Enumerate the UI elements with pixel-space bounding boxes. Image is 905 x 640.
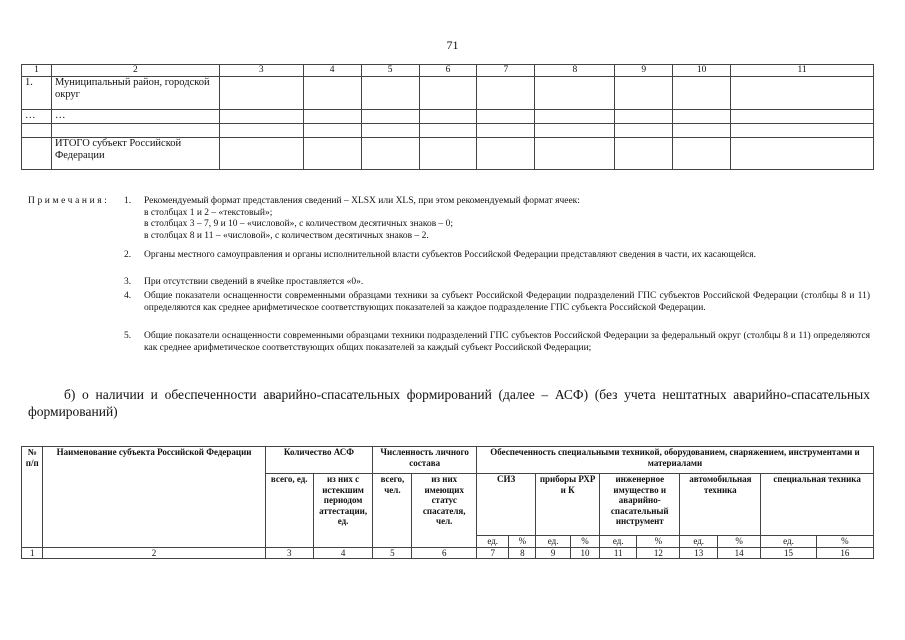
note-text: Общие показатели оснащенности современными образцами техники подразделений ГПС субъектов Российской Федерации за федеральный округ (столбцы 8 и 11) определяются как среднее арифметическое соответствующих общих показателей за каждый субъект Российской Федерации; <box>144 331 870 353</box>
row-number: … <box>22 110 52 124</box>
column-number: 4 <box>303 65 361 77</box>
column-number: 16 <box>816 547 873 559</box>
column-number: 11 <box>731 65 874 77</box>
column-number: 13 <box>680 547 718 559</box>
note-text: Общие показатели оснащенности современными образцами техники за субъект Российской Федерации подразделений ГПС субъектов Российской Федерации (столбцы 8 и 11) определяются как среднее арифметическое соответствующих показателей за каждое подразделение ГПС субъекта Российской Федерации. <box>144 291 870 313</box>
row-number <box>22 138 52 170</box>
header-rescuer: из них имеющих статус спасателя, чел. <box>412 474 476 548</box>
header-expired: из них с истекшим периодом аттестации, ед. <box>313 474 373 548</box>
note-sub-line: в столбцах 1 и 2 – «текстовый»; <box>144 207 273 218</box>
column-number: 10 <box>673 65 731 77</box>
note-text: Органы местного самоуправления и органы исполнительной власти субъектов Российской Федерации представляют сведения в части, их касающейся. <box>144 250 757 260</box>
column-number: 1 <box>22 65 52 77</box>
notes-title: Примечания: <box>28 196 110 206</box>
column-number: 10 <box>571 547 600 559</box>
column-number: 5 <box>361 65 419 77</box>
column-number: 11 <box>600 547 637 559</box>
note-item <box>124 196 870 242</box>
column-number: 4 <box>313 547 373 559</box>
header-staff: Численность личного состава <box>373 447 477 474</box>
summary-table <box>21 64 874 170</box>
section-paragraph: б) о наличии и обеспеченности аварийно-спасательных формирований (далее – АСФ) (без учета нештатных аварийно-спасательных формирований) <box>28 387 870 419</box>
table-row <box>22 124 874 138</box>
column-number: 7 <box>476 547 508 559</box>
header-special: специальная техника <box>761 474 874 536</box>
column-number: 1 <box>22 547 43 559</box>
unit-cell: ед. <box>680 536 718 548</box>
note-text: Рекомендуемый формат представления сведений – XLSX или XLS, при этом рекомендуемый формат ячеек: <box>144 196 580 206</box>
note-item <box>124 277 870 289</box>
column-number: 9 <box>615 65 673 77</box>
unit-cell: % <box>571 536 600 548</box>
header-equipment: Обеспеченность специальными техникой, оборудованием, снаряжением, инструментами и материалами <box>476 447 873 474</box>
column-number: 14 <box>717 547 760 559</box>
row-name: … <box>51 110 219 124</box>
header-total-units: всего, ед. <box>265 474 313 548</box>
note-number: 4. <box>124 291 132 301</box>
header-number: № п/п <box>22 447 43 548</box>
table-header-row <box>22 447 874 474</box>
column-number: 7 <box>477 65 535 77</box>
column-number: 5 <box>373 547 412 559</box>
asf-table <box>21 446 874 559</box>
column-number: 2 <box>43 547 265 559</box>
column-number: 3 <box>265 547 313 559</box>
column-number: 15 <box>761 547 816 559</box>
note-item <box>124 331 870 354</box>
column-number: 9 <box>536 547 571 559</box>
unit-cell: % <box>816 536 873 548</box>
header-siz: СИЗ <box>476 474 535 536</box>
note-number: 5. <box>124 331 132 341</box>
column-number: 2 <box>51 65 219 77</box>
row-number <box>22 124 52 138</box>
column-number: 3 <box>219 65 303 77</box>
header-asf-count: Количество АСФ <box>265 447 373 474</box>
unit-cell: ед. <box>476 536 508 548</box>
row-name: Муниципальный район, городской округ <box>51 77 219 110</box>
table-header-row <box>22 65 874 77</box>
column-numbers-row <box>22 547 874 559</box>
note-text: При отсутствии сведений в ячейке проставляется «0». <box>144 277 364 287</box>
header-engineering: инженерное имущество и аварийно-спасательный инструмент <box>600 474 680 536</box>
column-number: 6 <box>412 547 476 559</box>
unit-cell: % <box>717 536 760 548</box>
column-number: 6 <box>419 65 477 77</box>
note-number: 3. <box>124 277 132 287</box>
table-row <box>22 77 874 110</box>
column-number: 8 <box>535 65 615 77</box>
unit-cell: % <box>509 536 536 548</box>
unit-cell: ед. <box>600 536 637 548</box>
page-number: 71 <box>446 38 459 52</box>
note-sub-line: в столбцах 3 – 7, 9 и 10 – «числовой», с количеством десятичных знаков – 0; <box>144 219 454 230</box>
header-subject-name: Наименование субъекта Российской Федерации <box>43 447 265 548</box>
unit-cell: ед. <box>536 536 571 548</box>
table-row-total <box>22 138 874 170</box>
header-total-people: всего, чел. <box>373 474 412 548</box>
unit-cell: % <box>637 536 680 548</box>
note-item <box>124 250 870 262</box>
row-name <box>51 124 219 138</box>
note-number: 1. <box>124 196 132 206</box>
note-item <box>124 291 870 314</box>
unit-cell: ед. <box>761 536 816 548</box>
column-number: 8 <box>509 547 536 559</box>
column-number: 12 <box>637 547 680 559</box>
note-sub-line: в столбцах 8 и 11 – «числовой», с количеством десятичных знаков – 2. <box>144 230 429 241</box>
row-name: ИТОГО субъект Российской Федерации <box>51 138 219 170</box>
header-rhr: приборы РХР и К <box>536 474 600 536</box>
note-number: 2. <box>124 250 132 260</box>
row-number: 1. <box>22 77 52 110</box>
header-auto: автомобильная техника <box>680 474 761 536</box>
table-row <box>22 110 874 124</box>
